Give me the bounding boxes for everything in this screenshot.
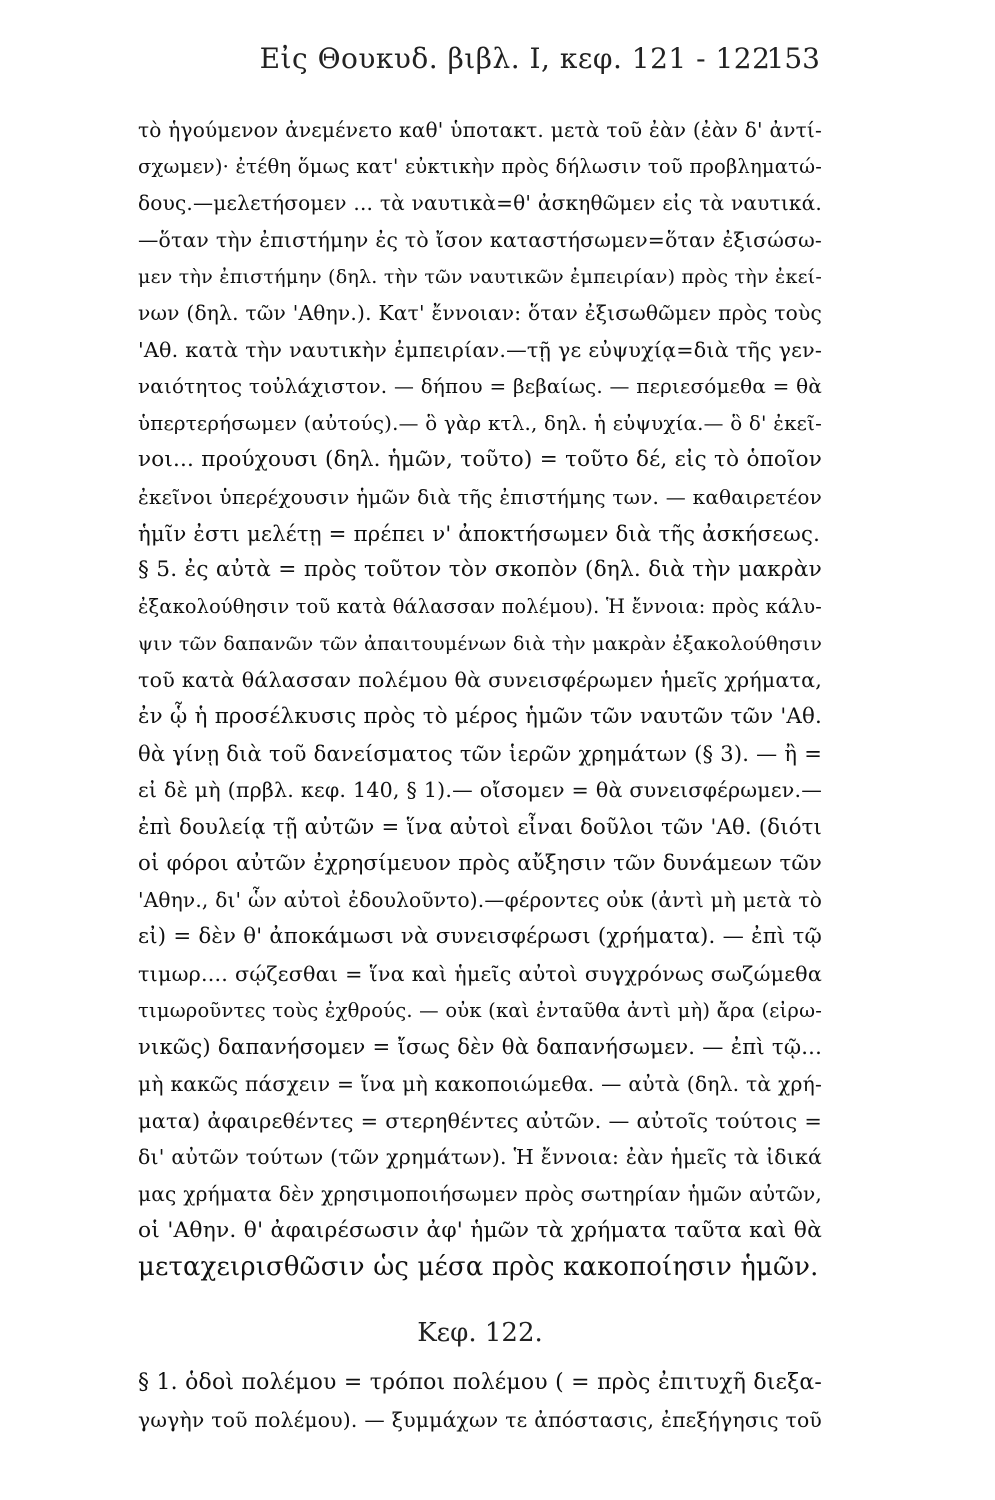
text-line: 'Αθην., δι' ὧν αὐτοὶ ἐδουλοῦντο).—φέροντες οὐκ (ἀντὶ μὴ μετὰ τὸ [138,888,822,913]
text-line: ἐκεῖνοι ὑπερέχουσιν ἡμῶν διὰ τῆς ἐπιστήμης των. — καθαιρετέον [138,484,822,509]
text-line: ψιν τῶν δαπανῶν τῶν ἀπαιτουμένων διὰ τὴν μακρὰν ἐξακολούθησιν [138,632,822,655]
text-line: σχωμεν)· ἐτέθη ὅμως κατ' εὐκτικὴν πρὸς δήλωσιν τοῦ προβληματώ- [138,154,822,178]
text-line: θὰ γίνῃ διὰ τοῦ δανείσματος τῶν ἱερῶν χρημάτων (§ 3). — ἢ = [138,740,822,766]
text-line: νοι... προύχουσι (δηλ. ἡμῶν, τοῦτο) = τοῦτο δέ, εἰς τὸ ὁποῖον [138,447,822,473]
running-header: Εἰς Θουκυδ. βιβλ. I, κεφ. 121 - 122 [259,42,771,75]
text-line: τὸ ἡγούμενον ἀνεμένετο καθ' ὑποτακτ. μετὰ τοῦ ἐὰν (ἐὰν δ' ἀντί- [138,118,822,142]
chapter-heading: Κεφ. 122. [417,1318,543,1348]
text-line: τιμωρ.... σῴζεσθαι = ἵνα καὶ ἡμεῖς αὐτοὶ συγχρόνως σωζώμεθα [138,961,822,986]
text-line: ἡμῖν ἐστι μελέτῃ = πρέπει ν' ἀποκτήσωμεν διὰ τῆς ἀσκήσεως. [138,520,821,546]
text-line: δι' αὐτῶν τούτων (τῶν χρημάτων). Ἡ ἔννοια: ἐὰν ἡμεῖς τὰ ἰδικά [138,1145,822,1170]
text-line: γωγὴν τοῦ πολέμου). — ξυμμάχων τε ἀπόστασις, ἐπεξήγησις τοῦ [138,1407,822,1432]
text-line: § 5. ἐς αὐτὰ = πρὸς τοῦτον τὸν σκοπὸν (δηλ. διὰ τὴν μακρὰν [138,557,822,583]
text-line: τοῦ κατὰ θάλασσαν πολέμου θὰ συνεισφέρωμεν ἡμεῖς χρήματα, [138,668,822,693]
text-line: δους.—μελετήσομεν ... τὰ ναυτικὰ=θ' ἀσκηθῶμεν εἰς τὰ ναυτικά. [138,191,822,216]
page-number: 153 [766,42,820,75]
text-line: ἐξακολούθησιν τοῦ κατὰ θάλασσαν πολέμου). Ἡ ἔννοια: πρὸς κάλυ- [138,594,822,618]
text-line: νων (δηλ. τῶν 'Αθην.). Κατ' ἔννοιαν: ὅταν ἐξισωθῶμεν πρὸς τοὺς [138,301,822,326]
text-line: ναιότητος τοὐλάχιστον. — δήπου = βεβαίως. — περιεσόμεθα = θὰ [138,374,822,398]
text-line: ἐπὶ δουλείᾳ τῇ αὐτῶν = ἵνα αὐτοὶ εἶναι δοῦλοι τῶν 'Αθ. (διότι [138,814,822,840]
text-line: μας χρήματα δὲν χρησιμοποιήσωμεν πρὸς σωτηρίαν ἡμῶν αὐτῶν, [138,1181,822,1206]
text-line: εἰ δὲ μὴ (πρβλ. κεφ. 140, § 1).— οἴσομεν = θὰ συνεισφέρωμεν.— [138,778,822,803]
text-line: ὑπερτερήσωμεν (αὐτούς).— ὃ γὰρ κτλ., δηλ. ἡ εὐψυχία.— ὃ δ' ἐκεῖ- [138,411,822,435]
text-line: οἱ φόροι αὐτῶν ἐχρησίμευον πρὸς αὔξησιν τῶν δυνάμεων τῶν [138,850,822,876]
text-line: μεν τὴν ἐπιστήμην (δηλ. τὴν τῶν ναυτικῶν ἐμπειρίαν) πρὸς τὴν ἐκεί- [138,264,822,288]
text-line: —ὅταν τὴν ἐπιστήμην ἐς τὸ ἴσον καταστήσωμεν=ὅταν ἐξισώσω- [138,228,822,253]
commentary-text [138,112,822,1286]
text-line: τιμωροῦντες τοὺς ἐχθρούς. — οὐκ (καὶ ἐνταῦθα ἀντὶ μὴ) ἄρα (εἰρω- [138,998,822,1022]
text-line: εἰ) = δὲν θ' ἀποκάμωσι νὰ συνεισφέρωσι (χρήματα). — ἐπὶ τῷ [138,924,822,950]
text-line: νικῶς) δαπανήσομεν = ἴσως δὲν θὰ δαπανήσωμεν. — ἐπὶ τῷ... [138,1034,822,1060]
text-line: μεταχειρισθῶσιν ὡς μέσα πρὸς κακοποίησιν ἡμῶν. [138,1252,819,1283]
text-line: 'Αθ. κατὰ τὴν ναυτικὴν ἐμπειρίαν.—τῇ γε εὐψυχίᾳ=διὰ τῆς γεν- [138,338,822,363]
text-line: οἱ 'Αθην. θ' ἀφαιρέσωσιν ἀφ' ἡμῶν τὰ χρήματα ταῦτα καὶ θὰ [138,1217,822,1243]
text-line: ματα) ἀφαιρεθέντες = στερηθέντες αὐτῶν. — αὐτοῖς τούτοις = [138,1108,822,1133]
text-line: μὴ κακῶς πάσχειν = ἵνα μὴ κακοποιώμεθα. — αὐτὰ (δηλ. τὰ χρή- [138,1071,822,1096]
text-line: § 1. ὁδοὶ πολέμου = τρόποι πολέμου ( = πρὸς ἐπιτυχῆ διεξα- [138,1370,822,1395]
text-line: ἐν ᾧ ἡ προσέλκυσις πρὸς τὸ μέρος ἡμῶν τῶν ναυτῶν τῶν 'Αθ. [138,704,822,729]
chapter-text [138,1365,822,1438]
